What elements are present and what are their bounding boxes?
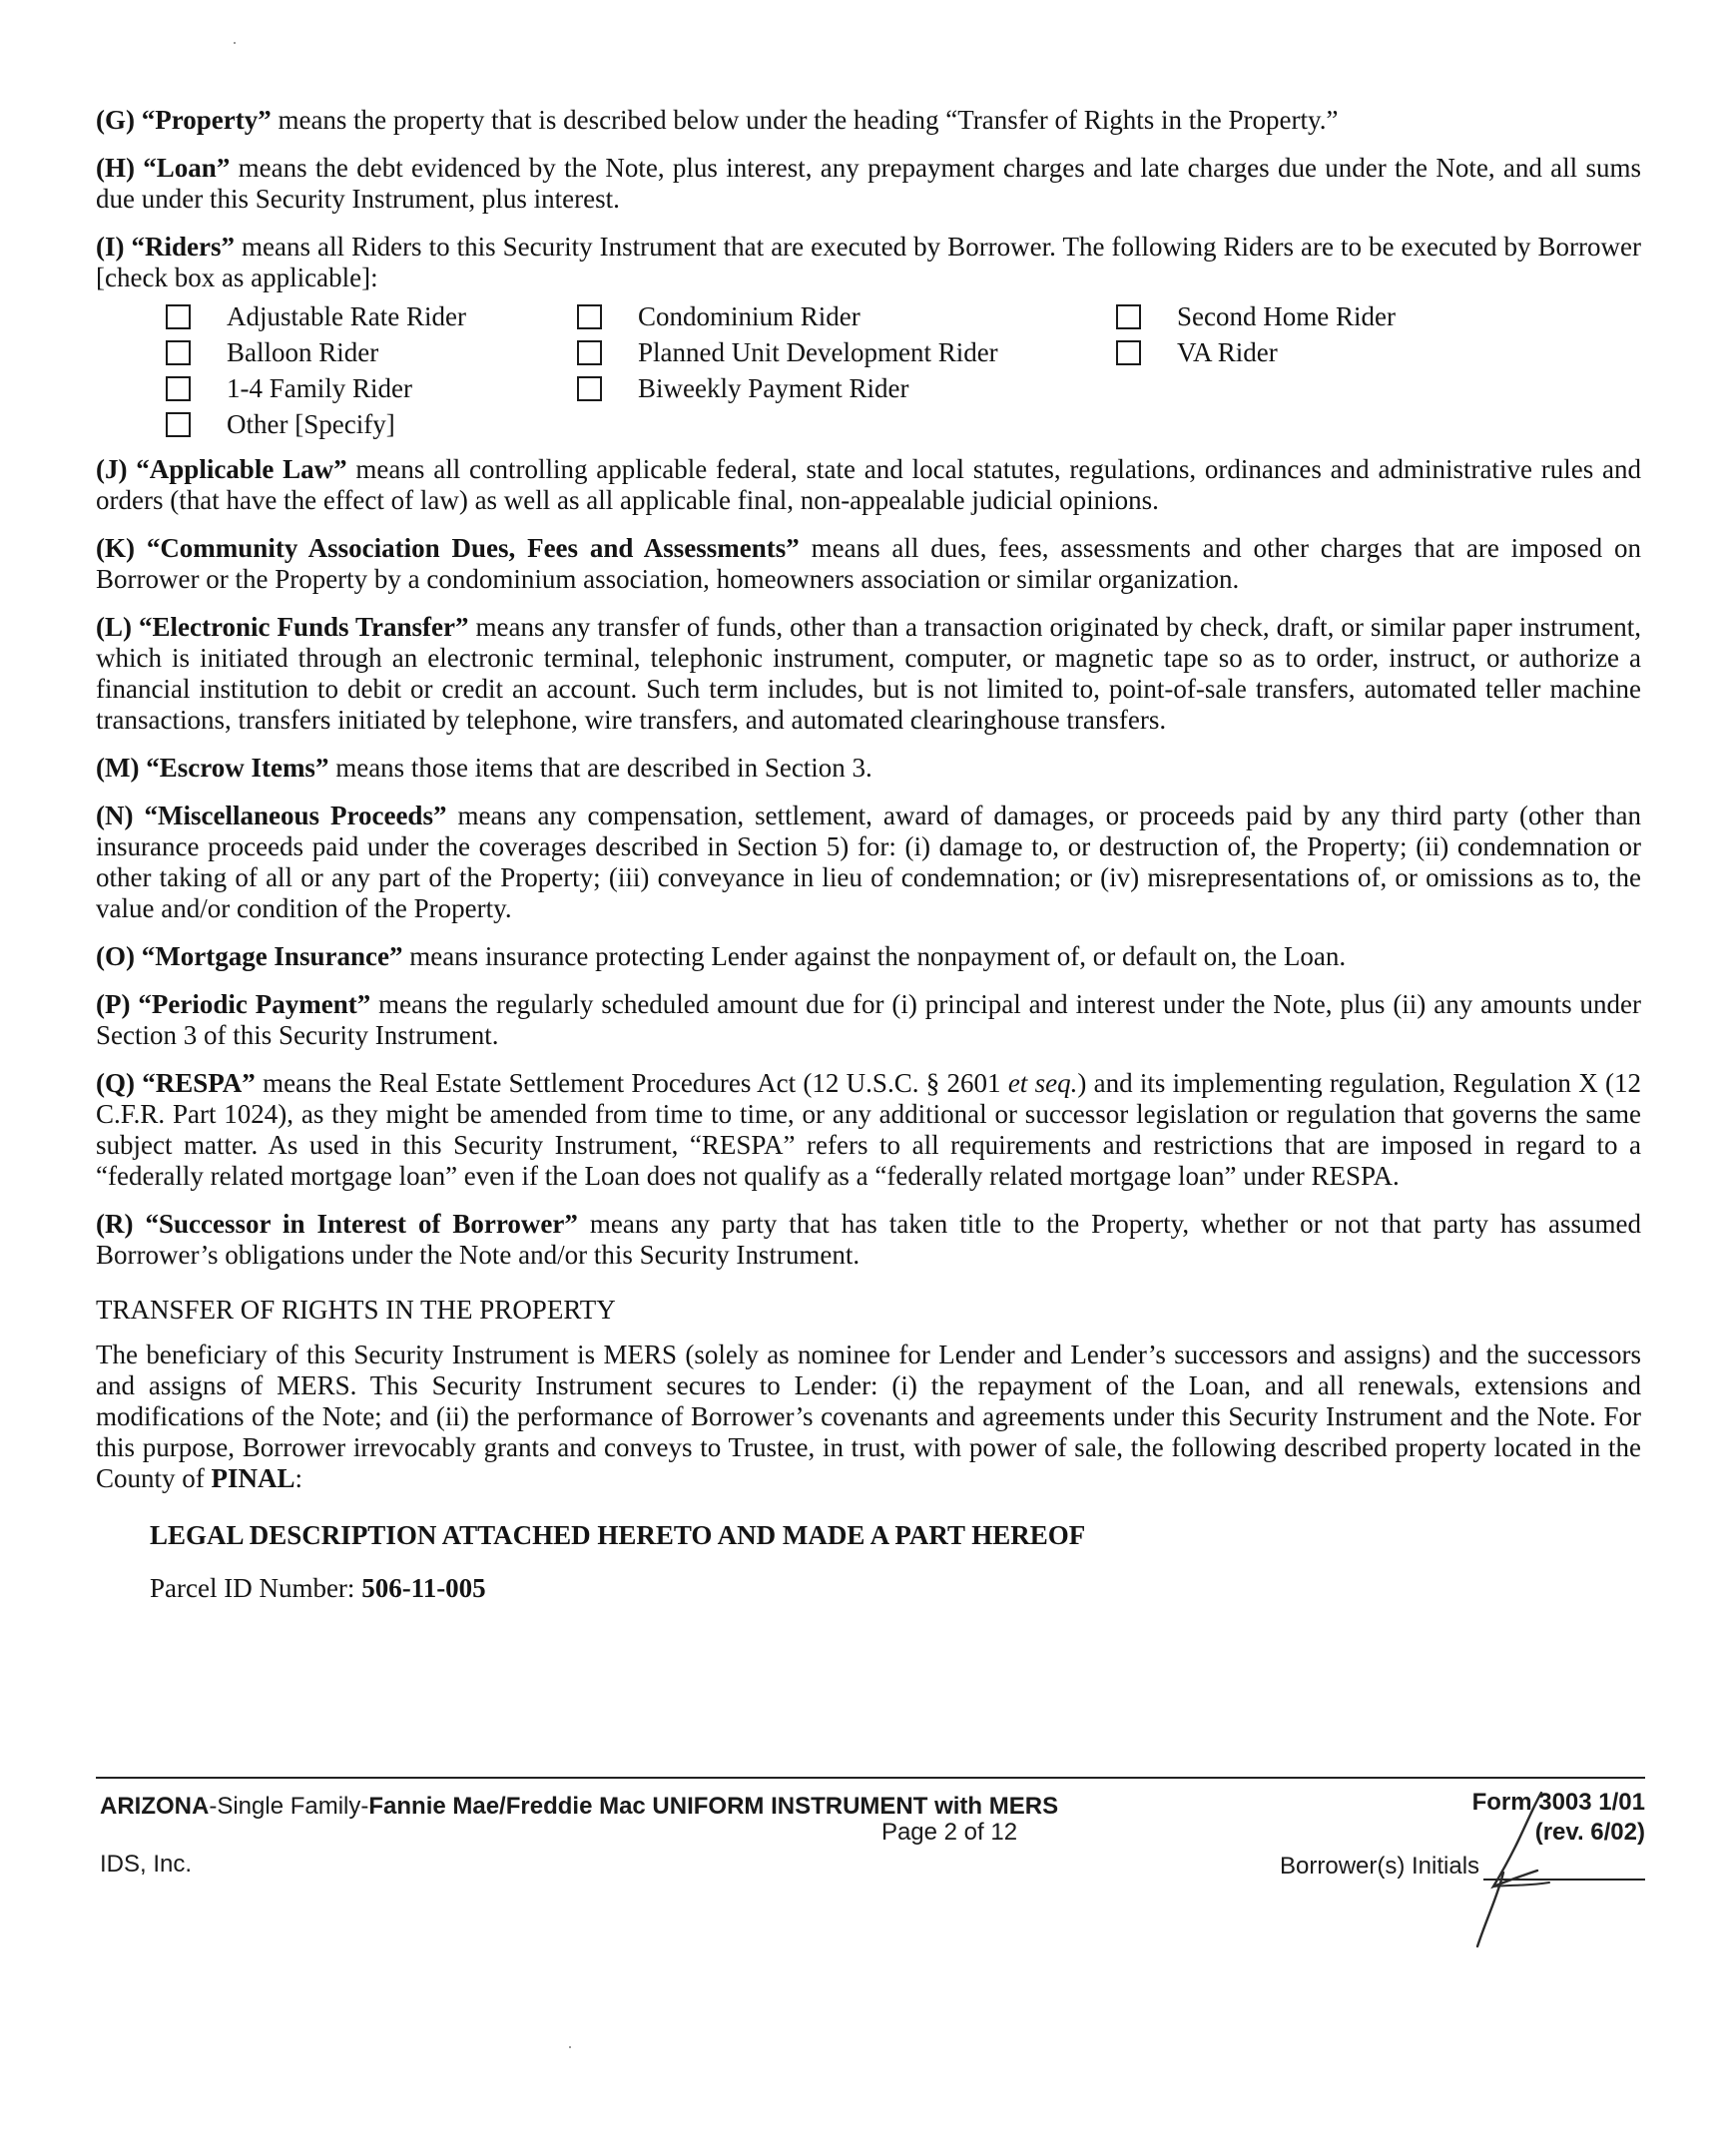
form-revision: (rev. 6/02) (1534, 1819, 1645, 1846)
page-number: Page 2 of 12 (880, 1819, 1018, 1846)
parcel-id: Parcel ID Number: 506-11-005 (150, 1573, 486, 1603)
term-label: (N) “Miscellaneous Proceeds” (96, 801, 447, 830)
rider-planned-unit-development[interactable]: Planned Unit Development Rider (577, 336, 1116, 368)
checkbox-icon[interactable] (1116, 340, 1141, 365)
definition-applicable-law (96, 454, 1641, 516)
definition-mortgage-insurance (96, 941, 1641, 972)
checkbox-icon[interactable] (577, 340, 602, 365)
definition-successor-in-interest (96, 1209, 1641, 1271)
term-text: means the regularly scheduled amount due for (i) principal and interest under the Note, plus (ii) any amounts under Section 3 of this Security Instrument. (96, 989, 1641, 1050)
rider-condominium[interactable]: Condominium Rider (577, 300, 1116, 332)
rider-adjustable-rate[interactable]: Adjustable Rate Rider (166, 300, 577, 332)
rider-balloon[interactable]: Balloon Rider (166, 336, 577, 368)
term-text: means all controlling applicable federal, state and local statutes, regulations, ordinances and administrative rules and orders (that have the effect of law) as well as all applicable final, non-appealable judicial opinions. (96, 454, 1641, 515)
definition-riders (96, 232, 1641, 293)
term-label: (O) “Mortgage Insurance” (96, 941, 403, 971)
term-label: (L) “Electronic Funds Transfer” (96, 612, 469, 642)
transfer-paragraph: The beneficiary of this Security Instrument is MERS (solely as nominee for Lender and Lender’s successors and assigns) and the successors and assigns of MERS. This Security Instrument secures to Lender: (i) the repayment of the Loan, and all renewals, extensions and modifications of the Note; and (ii) the performance of Borrower’s covenants and agreements under this Security Instrument and the Note. For this purpose, Borrower irrevocably grants and conveys to Trustee, in trust, with power of sale, the following described property located in the County of PINAL: (96, 1340, 1641, 1493)
company-name: IDS, Inc. (100, 1851, 193, 1878)
legal-description: LEGAL DESCRIPTION ATTACHED HERETO AND MADE A PART HEREOF (150, 1520, 1086, 1550)
definition-property (96, 105, 1641, 136)
checkbox-icon[interactable] (166, 340, 191, 365)
definition-loan (96, 153, 1641, 215)
signature-initials-icon (1463, 1787, 1563, 1956)
term-text: means any compensation, settlement, award of damages, or proceeds paid by any third party (other than insurance proceeds paid under the coverages described in Section 5) for: (i) damage to, or destruction of, the Property; (ii) condemnation or other taking of all or any part of the Property; (iii) conveyance in lieu of condemnation; or (iv) misrepresentations of, or omissions as to, the value and/or condition of the Property. (96, 801, 1641, 923)
definition-periodic-payment (96, 989, 1641, 1051)
term-text: means those items that are described in Section 3. (328, 753, 872, 783)
definition-respa (96, 1068, 1641, 1192)
term-text: means the debt evidenced by the Note, plus interest, any prepayment charges and late charges due under the Note, and all sums due under this Security Instrument, plus interest. (96, 153, 1641, 214)
initials-label: Borrower(s) Initials (1280, 1853, 1480, 1880)
county-name: PINAL (211, 1463, 295, 1493)
term-label: (J) “Applicable Law” (96, 454, 347, 484)
form-number: Form 3003 1/01 (1471, 1789, 1645, 1816)
form-title: ARIZONA-Single Family-Fannie Mae/Freddie Mac UNIFORM INSTRUMENT with MERS (100, 1793, 1059, 1820)
definition-community-association-dues (96, 533, 1641, 595)
scan-speck (569, 2046, 571, 2048)
riders-checklist (166, 300, 1641, 440)
term-text: means all Riders to this Security Instrument that are executed by Borrower. The following Riders are to be executed by Borrower [check box as applicable]: (96, 232, 1641, 292)
term-text: means the Real Estate Settlement Procedures Act (12 U.S.C. § 2601 (255, 1068, 1008, 1098)
document-body (96, 105, 1641, 1604)
rider-second-home[interactable]: Second Home Rider (1116, 300, 1575, 332)
term-label: (K) “Community Association Dues, Fees and Assessments” (96, 533, 800, 563)
rider-1-4-family[interactable]: 1-4 Family Rider (166, 372, 577, 404)
term-text: means any transfer of funds, other than a transaction originated by check, draft, or similar paper instrument, which is initiated through an electronic terminal, telephonic instrument, computer, or magnetic tape so as to order, instruct, or authorize a financial institution to debit or credit an account. Such term includes, but is not limited to, point-of-sale transfers, automated teller machine transactions, transfers initiated by telephone, wire transfers, and automated clearinghouse transfers. (96, 612, 1641, 735)
checkbox-icon[interactable] (166, 412, 191, 437)
form-footer (96, 1777, 1645, 1880)
term-label: (M) “Escrow Items” (96, 753, 329, 783)
term-label: (P) “Periodic Payment” (96, 989, 371, 1019)
section-heading-transfer: TRANSFER OF RIGHTS IN THE PROPERTY (96, 1295, 616, 1325)
term-text: means insurance protecting Lender against the nonpayment of, or default on, the Loan. (402, 941, 1347, 971)
term-label: (R) “Successor in Interest of Borrower” (96, 1209, 578, 1239)
checkbox-icon[interactable] (577, 304, 602, 329)
rider-other[interactable]: Other [Specify] (166, 408, 577, 440)
term-text: means the property that is described below under the heading “Transfer of Rights in the Property.” (271, 105, 1339, 135)
term-text: means all dues, fees, assessments and other charges that are imposed on Borrower or the Property by a condominium association, homeowners association or similar organization. (96, 533, 1641, 594)
definition-miscellaneous-proceeds (96, 801, 1641, 924)
checkbox-icon[interactable] (577, 376, 602, 401)
term-label: (I) “Riders” (96, 232, 236, 262)
term-text: ) and its implementing regulation, Regulation X (12 C.F.R. Part 1024), as they might be amended from time to time, or any additional or successor legislation or regulation that governs the same subject matter. As used in this Security Instrument, “RESPA” refers to all requirements and restrictions that are imposed in regard to a “federally related mortgage loan” even if the Loan does not qualify as a “federally related mortgage loan” under RESPA. (96, 1068, 1641, 1191)
term-text: means any party that has taken title to the Property, whether or not that party has assumed Borrower’s obligations under the Note and/or this Security Instrument. (96, 1209, 1642, 1270)
scan-speck (234, 42, 236, 44)
rider-empty (1116, 372, 1575, 404)
checkbox-icon[interactable] (1116, 304, 1141, 329)
term-label: (G) “Property” (96, 105, 272, 135)
parcel-number: 506-11-005 (361, 1573, 486, 1603)
definition-escrow-items (96, 753, 1641, 784)
rider-va[interactable]: VA Rider (1116, 336, 1575, 368)
rider-biweekly-payment[interactable]: Biweekly Payment Rider (577, 372, 1116, 404)
term-label: (H) “Loan” (96, 153, 231, 183)
definition-electronic-funds-transfer (96, 612, 1641, 736)
term-text-italic: et seq. (1007, 1068, 1078, 1098)
checkbox-icon[interactable] (166, 376, 191, 401)
checkbox-icon[interactable] (166, 304, 191, 329)
term-label: (Q) “RESPA” (96, 1068, 256, 1098)
